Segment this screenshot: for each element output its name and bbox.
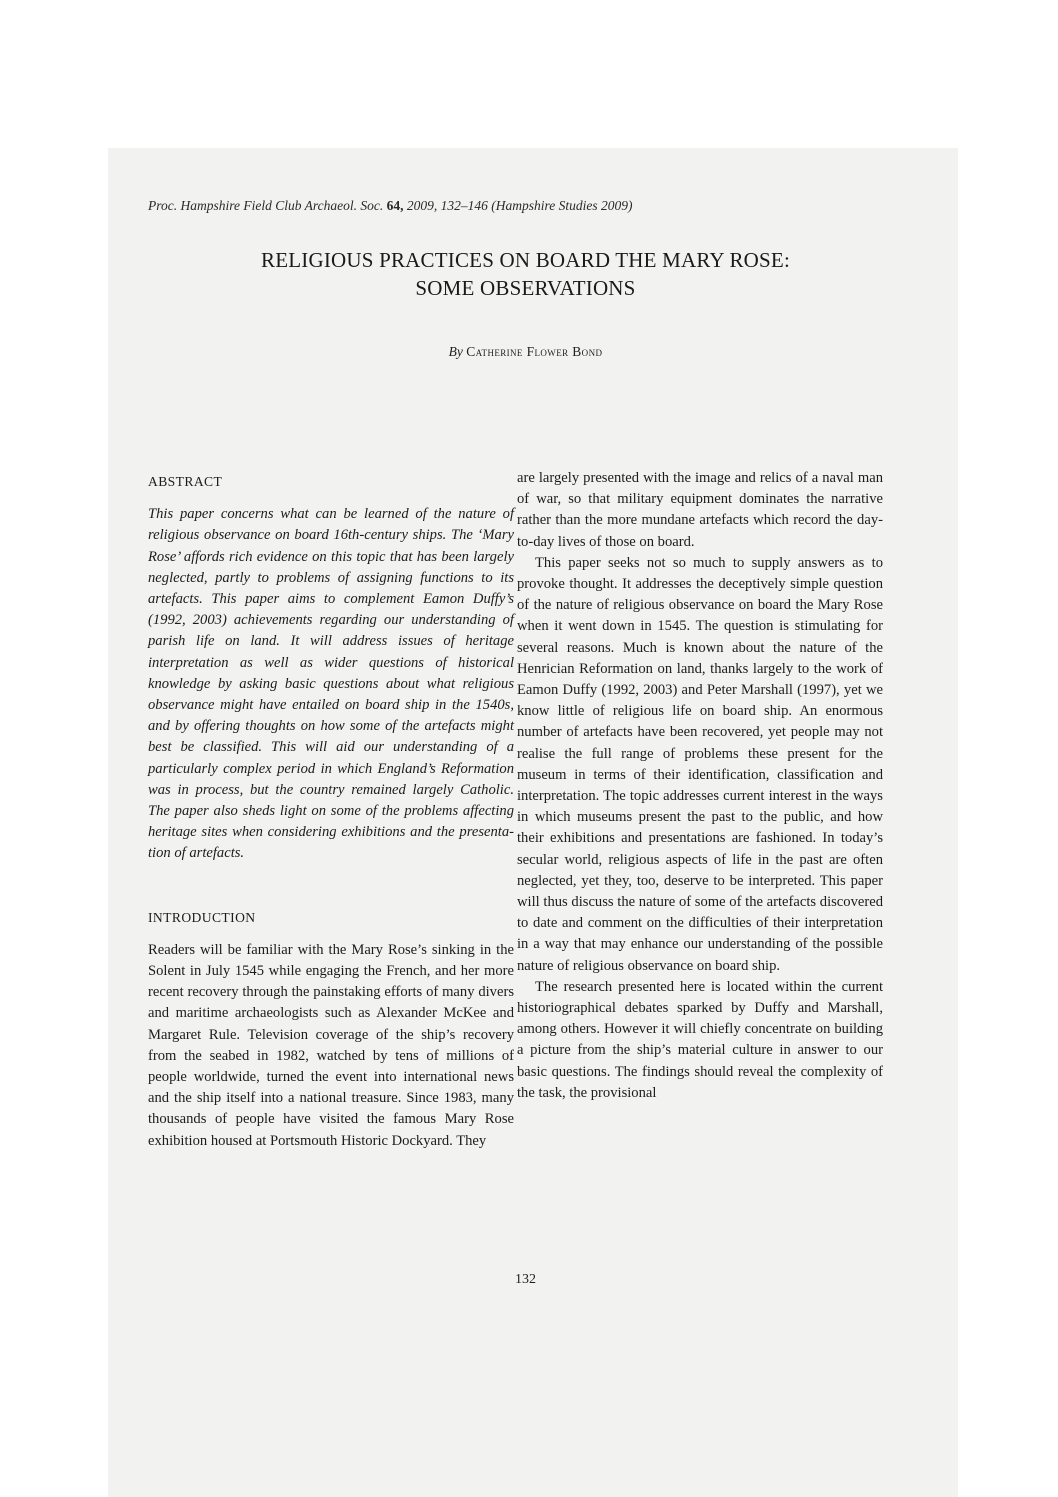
author-name: Catherine Flower Bond [466, 344, 603, 359]
abstract-heading: ABSTRACT [148, 474, 223, 489]
title-line-1: RELIGIOUS PRACTICES ON BOARD THE MARY ROSE: [261, 248, 790, 272]
citation-prefix: Proc. Hampshire Field Club Archaeol. Soc. [148, 198, 384, 213]
intro-paragraph-2: This paper seeks not so much to supply answers as to provoke thought. It addresses the deceptively simple question of the nature of religious observance on board the Mary Rose when it went down in 1545. The question is stimulating for several reasons. Much is known about the nature of the Henrician Reformation on land, thanks largely to the work of Eamon Duffy (1992, 2003) and Peter Marshall (1997), yet we know little of religious life on board ship. An enormous number of artefacts have been recovered, yet people may not realise the full range of problems these present for the museum in terms of their identification, classification and interpretation. The topic addresses current interest in the ways in which museums present the past to the public, and how their exhibitions and presentations are fashioned. In today’s secular world, religious aspects of life in the past are often neglected, yet they, too, deserve to be interpreted. This paper will thus discuss the nature of some of the artefacts discovered to date and comment on the difficulties of their interpretation in a way that may enhance our understanding of the possible nature of religious observance on board ship. [517, 554, 883, 974]
page-number: 132 [515, 1272, 536, 1287]
byline [148, 344, 903, 360]
citation-suffix: 2009, 132–146 (Hampshire Studies 2009) [406, 198, 633, 213]
citation-volume: 64, [386, 198, 404, 213]
intro-paragraph-1-end: are largely presented with the image and relics of a naval man of war, so that military equipment dominates the narrative rather than the more mundane artefacts which record the day-to-day lives of those on board. [517, 470, 883, 550]
title-line-2: SOME OBSERVATIONS [415, 276, 636, 300]
introduction-heading: INTRODUCTION [148, 909, 256, 925]
byline-by: By [448, 344, 463, 359]
journal-citation [148, 198, 848, 214]
intro-paragraph-1-start: Readers will be familiar with the Mary Rose’s sinking in the Solent in July 1545 while engaging the French, and her more recent recovery through the painstaking efforts of many divers and maritime archaeologists such as Alexander McKee and Margaret Rule. Television coverage of the ship’s recovery from the seabed in 1982, watched by tens of millions of people worldwide, turned the event into international news and the ship itself into a national treasure. Since 1983, many thousands of people have visited the famous Mary Rose exhibition housed at Portsmouth Historic Dockyard. They [148, 941, 514, 1149]
intro-paragraph-3: The research presented here is located within the current historiographical debates sparked by Duffy and Marshall, among others. However it will chiefly concentrate on building a picture from the ship’s material culture in answer to our basic questions. The findings should reveal the complexity of the task, the provisional [517, 978, 883, 1101]
left-column [148, 468, 514, 1152]
paper-title [148, 246, 903, 302]
section-gap [148, 865, 514, 904]
abstract-text: This paper concerns what can be learned of the nature of religious observance on board 16th-century ships. The ‘Mary Rose’ affords rich evidence on this topic that has been largely neglected, partly to problems of assigning functions to its artefacts. This paper aims to complement Eamon Duffy’s (1992, 2003) achievements regarding our understanding of parish life on land. It will address issues of heritage interpretation as well as wider questions of historical knowledge by asking basic questions about what religious observance might have entailed on board ship in the 1540s, and by offering thoughts on how some of the artefacts might best be classified. This will aid our understanding of a particularly complex period in which England’s Reformation was in process, but the country remained largely Catholic. The paper also sheds light on some of the problems affecting heritage sites when considering exhibitions and the presentation of artefacts. [148, 506, 514, 862]
right-column [517, 468, 883, 1104]
